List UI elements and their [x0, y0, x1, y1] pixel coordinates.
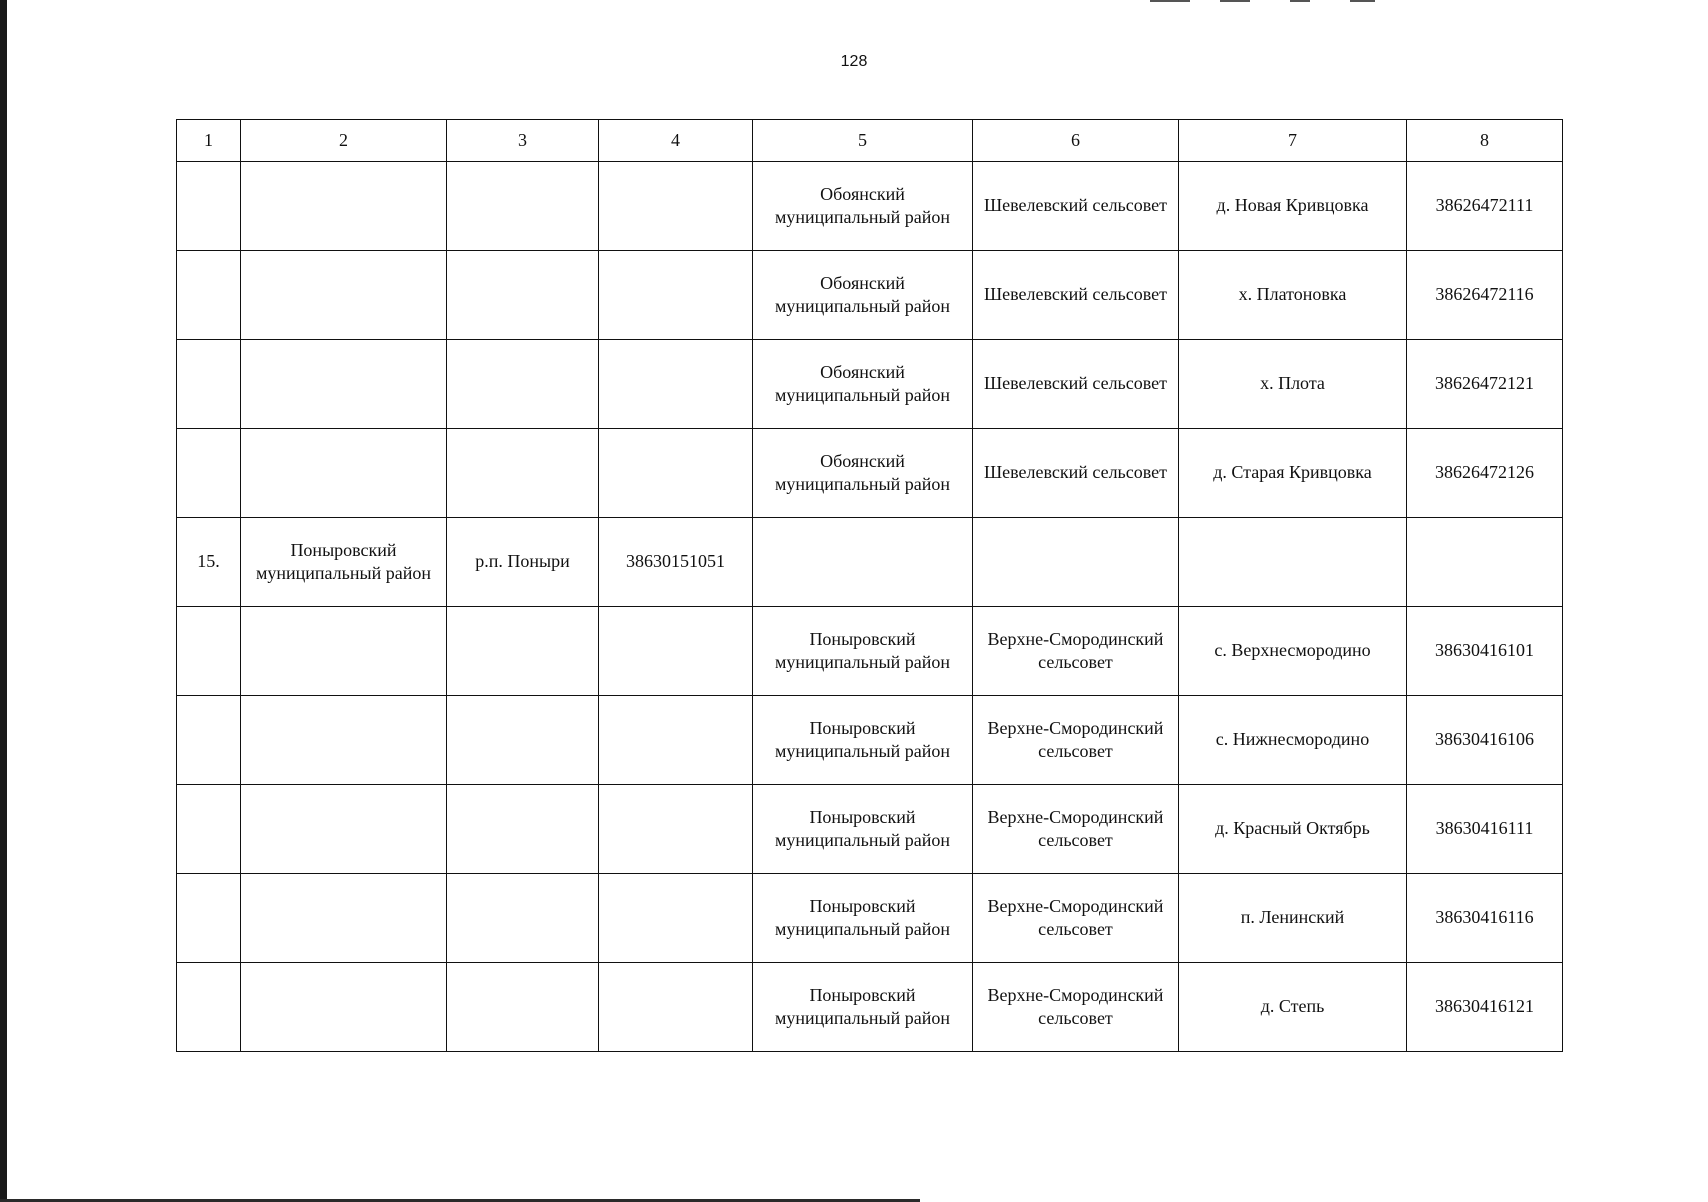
cell-settlement-center — [447, 607, 599, 696]
cell-district: Поныровский муниципальный район — [241, 518, 447, 607]
cell-locality-code: 38630416116 — [1407, 874, 1563, 963]
cell-district — [241, 429, 447, 518]
cell-locality: д. Старая Кривцовка — [1179, 429, 1407, 518]
cell-center-code — [599, 251, 753, 340]
cell-municipal-district: Поныровский муниципальный район — [753, 963, 973, 1052]
cell-number — [177, 162, 241, 251]
cell-locality-code: 38630416111 — [1407, 785, 1563, 874]
cell-settlement-center — [447, 963, 599, 1052]
cell-locality: х. Плота — [1179, 340, 1407, 429]
cell-settlement-center — [447, 429, 599, 518]
cell-locality-code: 38626472126 — [1407, 429, 1563, 518]
cell-center-code — [599, 874, 753, 963]
cell-municipal-district: Поныровский муниципальный район — [753, 696, 973, 785]
table-row — [177, 874, 1563, 963]
table-body — [177, 120, 1563, 1052]
table-row — [177, 785, 1563, 874]
cell-settlement-center — [447, 340, 599, 429]
cell-locality: п. Ленинский — [1179, 874, 1407, 963]
table-row — [177, 963, 1563, 1052]
cell-settlement-center — [447, 874, 599, 963]
cell-locality-code: 38626472121 — [1407, 340, 1563, 429]
cell-municipal-district: Обоянский муниципальный район — [753, 340, 973, 429]
table-row — [177, 429, 1563, 518]
cell-center-code — [599, 429, 753, 518]
cell-locality-code: 38630416106 — [1407, 696, 1563, 785]
cell-rural-council: Верхне-Смородинский сельсовет — [973, 963, 1179, 1052]
scan-top-marks — [1140, 0, 1470, 3]
header-cell: 4 — [599, 120, 753, 162]
cell-center-code — [599, 162, 753, 251]
cell-center-code: 38630151051 — [599, 518, 753, 607]
cell-center-code — [599, 607, 753, 696]
cell-municipal-district: Обоянский муниципальный район — [753, 429, 973, 518]
table-row — [177, 696, 1563, 785]
cell-settlement-center — [447, 785, 599, 874]
table-row — [177, 518, 1563, 607]
scan-left-edge — [0, 0, 7, 1200]
cell-municipal-district: Поныровский муниципальный район — [753, 607, 973, 696]
cell-rural-council: Шевелевский сельсовет — [973, 251, 1179, 340]
header-cell: 1 — [177, 120, 241, 162]
cell-settlement-center: р.п. Поныри — [447, 518, 599, 607]
cell-locality-code: 38630416121 — [1407, 963, 1563, 1052]
cell-rural-council — [973, 518, 1179, 607]
cell-locality: д. Новая Кривцовка — [1179, 162, 1407, 251]
header-cell: 8 — [1407, 120, 1563, 162]
cell-district — [241, 785, 447, 874]
cell-district — [241, 340, 447, 429]
cell-rural-council: Верхне-Смородинский сельсовет — [973, 607, 1179, 696]
cell-number — [177, 963, 241, 1052]
cell-rural-council: Шевелевский сельсовет — [973, 162, 1179, 251]
cell-rural-council: Верхне-Смородинский сельсовет — [973, 874, 1179, 963]
table-header-row — [177, 120, 1563, 162]
page-number: 128 — [840, 53, 868, 70]
cell-municipal-district: Обоянский муниципальный район — [753, 162, 973, 251]
table-row — [177, 340, 1563, 429]
cell-municipal-district: Обоянский муниципальный район — [753, 251, 973, 340]
cell-district — [241, 963, 447, 1052]
cell-locality-code: 38630416101 — [1407, 607, 1563, 696]
cell-locality: с. Верхнесмородино — [1179, 607, 1407, 696]
cell-number — [177, 429, 241, 518]
table-row — [177, 162, 1563, 251]
cell-district — [241, 696, 447, 785]
cell-center-code — [599, 696, 753, 785]
cell-district — [241, 251, 447, 340]
header-cell: 7 — [1179, 120, 1407, 162]
cell-number — [177, 607, 241, 696]
cell-locality-code: 38626472116 — [1407, 251, 1563, 340]
cell-center-code — [599, 340, 753, 429]
cell-locality-code: 38626472111 — [1407, 162, 1563, 251]
header-cell: 5 — [753, 120, 973, 162]
cell-locality — [1179, 518, 1407, 607]
cell-district — [241, 874, 447, 963]
header-cell: 6 — [973, 120, 1179, 162]
cell-rural-council: Шевелевский сельсовет — [973, 340, 1179, 429]
cell-locality: с. Нижнесмородино — [1179, 696, 1407, 785]
cell-district — [241, 162, 447, 251]
cell-district — [241, 607, 447, 696]
cell-settlement-center — [447, 696, 599, 785]
cell-number — [177, 785, 241, 874]
cell-number: 15. — [177, 518, 241, 607]
cell-settlement-center — [447, 251, 599, 340]
table-row — [177, 251, 1563, 340]
cell-rural-council: Верхне-Смородинский сельсовет — [973, 696, 1179, 785]
cell-rural-council: Верхне-Смородинский сельсовет — [973, 785, 1179, 874]
cell-rural-council: Шевелевский сельсовет — [973, 429, 1179, 518]
cell-number — [177, 696, 241, 785]
cell-municipal-district — [753, 518, 973, 607]
cell-number — [177, 340, 241, 429]
cell-locality: д. Красный Октябрь — [1179, 785, 1407, 874]
cell-locality: х. Платоновка — [1179, 251, 1407, 340]
header-cell: 2 — [241, 120, 447, 162]
table-row — [177, 607, 1563, 696]
cell-settlement-center — [447, 162, 599, 251]
cell-locality-code — [1407, 518, 1563, 607]
cell-municipal-district: Поныровский муниципальный район — [753, 874, 973, 963]
cell-number — [177, 251, 241, 340]
cell-locality: д. Степь — [1179, 963, 1407, 1052]
cell-center-code — [599, 785, 753, 874]
settlements-table — [176, 119, 1563, 1052]
cell-number — [177, 874, 241, 963]
cell-municipal-district: Поныровский муниципальный район — [753, 785, 973, 874]
header-cell: 3 — [447, 120, 599, 162]
cell-center-code — [599, 963, 753, 1052]
